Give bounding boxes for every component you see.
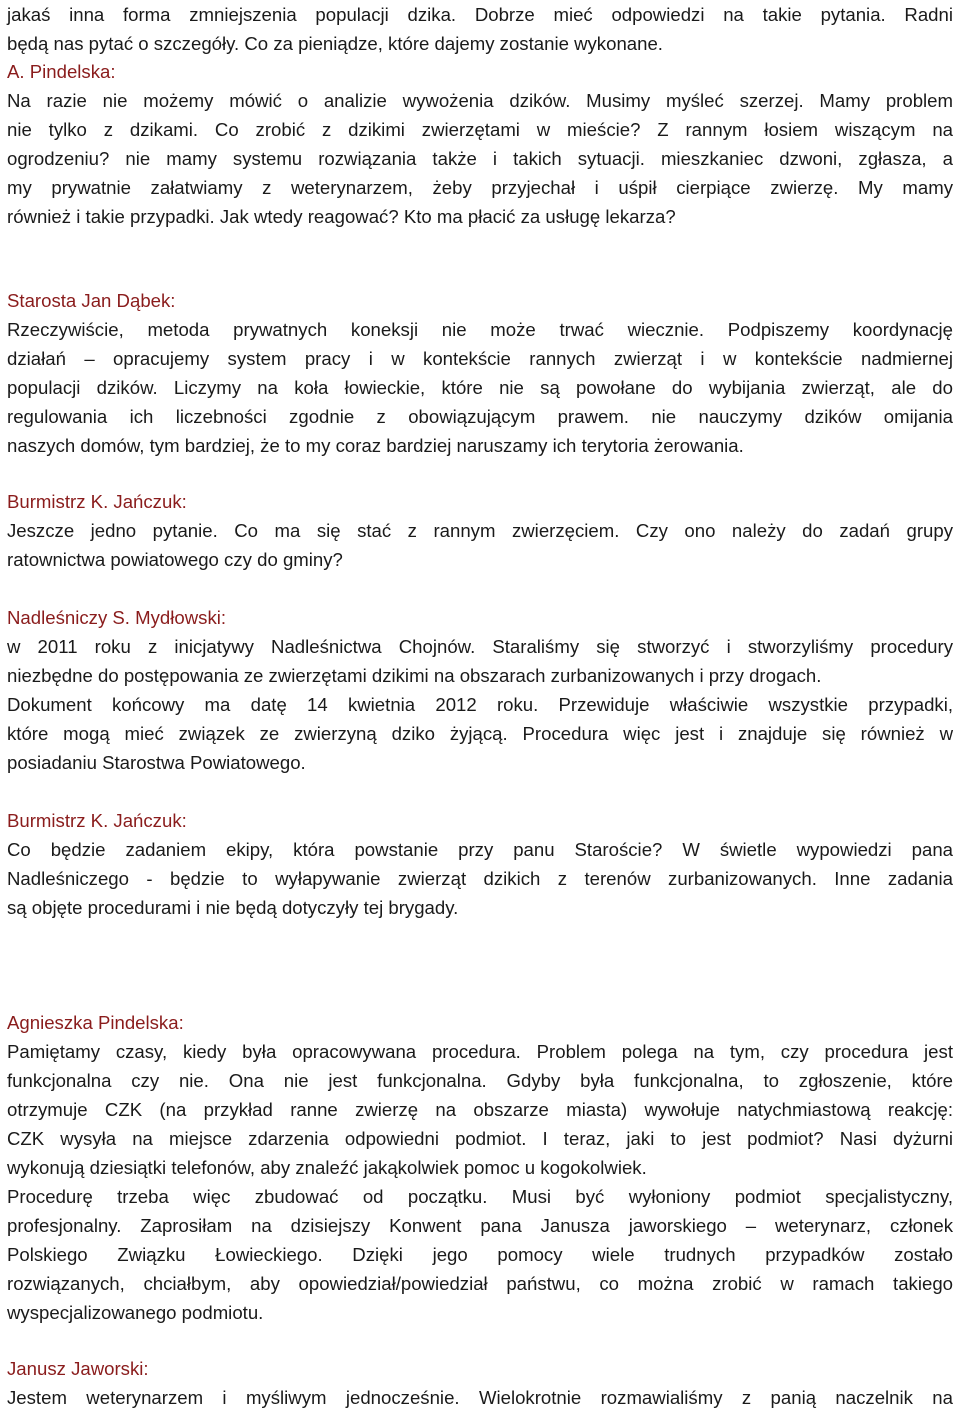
speaker-name: A. Pindelska: (7, 61, 116, 82)
text-line: również i takie przypadki. Jak wtedy reagować? Kto ma płacić za usługę lekarza? (7, 206, 676, 227)
statement-a-pindelska (7, 57, 953, 231)
speaker-name: Janusz Jaworski: (7, 1358, 149, 1379)
text-line: wykonują dziesiątki telefonów, aby znaleźć jakąkolwiek pomoc u kogokolwiek. (7, 1157, 647, 1178)
statement-nadlesniczy (7, 603, 953, 777)
text-line: rozwiązanych, chciałbym, aby opowiedział/powiedział państwu, co można zrobić w ramach takiego (7, 1273, 953, 1294)
text-line: niezbędne do postępowania ze zwierzętami dzikimi na obszarach zurbanizowanych i przy drogach. (7, 665, 822, 686)
text-line: wyspecjalizowanego podmiotu. (7, 1302, 264, 1323)
speaker-name: Nadleśniczy S. Mydłowski: (7, 607, 227, 628)
paragraph-intro (7, 0, 953, 58)
text-line: regulowania ich liczebności zgodnie z obowiązującym prawem. nie nauczymy dzików omijania (7, 406, 953, 427)
text-line: będą nas pytać o szczegóły. Co za pieniądze, które dajemy zostanie wykonane. (7, 33, 663, 54)
text-line: otrzymuje CZK (na przykład ranne zwierzę na obszarze miasta) wywołuje natychmiastową reakcję: (7, 1099, 953, 1120)
speaker-name: Starosta Jan Dąbek: (7, 290, 176, 311)
statement-agnieszka-pindelska (7, 1008, 953, 1327)
statement-janusz-jaworski (7, 1354, 953, 1412)
statement-burmistrz-2 (7, 806, 953, 922)
speaker-name: Burmistrz K. Jańczuk: (7, 810, 187, 831)
text-line: nie tylko z dzikami. Co zrobić z dzikimi zwierzętami w mieście? Z rannym łosiem wiszącym na (7, 119, 953, 140)
text-line: Rzeczywiście, metoda prywatnych koneksji nie może trwać wiecznie. Podpiszemy koordynację (7, 319, 953, 340)
text-line: my prywatnie załatwiamy z weterynarzem, żeby przyjechał i uśpił cierpiące zwierzę. My mamy (7, 177, 953, 198)
speaker-name: Burmistrz K. Jańczuk: (7, 491, 187, 512)
text-line: ogrodzeniu? nie mamy systemu rozwiązania także i takich sytuacji. mieszkaniec dzwoni, zgłasza, a (7, 148, 953, 169)
text-line: Co będzie zadaniem ekipy, która powstanie przy panu Staroście? W świetle wypowiedzi pana (7, 839, 953, 860)
text-line: Polskiego Związku Łowieckiego. Dzięki jego pomocy wiele trudnych przypadków zostało (7, 1244, 953, 1265)
text-line: populacji dzików. Liczymy na koła łowieckie, które nie są powołane do wybijania zwierząt, ale do (7, 377, 953, 398)
text-line: w 2011 roku z inicjatywy Nadleśnictwa Chojnów. Staraliśmy się stworzyć i stworzyliśmy procedury (7, 636, 953, 657)
statement-burmistrz-1 (7, 487, 953, 574)
text-line: posiadaniu Starostwa Powiatowego. (7, 752, 306, 773)
text-line: które mogą mieć związek ze zwierzyną dziko żyjącą. Procedura więc jest i znajduje się również w (7, 723, 953, 744)
text-line: są objęte procedurami i nie będą dotyczyły tej brygady. (7, 897, 459, 918)
text-line: Pamiętamy czasy, kiedy była opracowywana procedura. Problem polega na tym, czy procedura jest (7, 1041, 953, 1062)
text-line: Na razie nie możemy mówić o analizie wywożenia dzików. Musimy myśleć szerzej. Mamy problem (7, 90, 953, 111)
text-line: działań – opracujemy system pracy i w kontekście rannych zwierząt i w kontekście nadmiernej (7, 348, 953, 369)
text-line: funkcjonalna czy nie. Ona nie jest funkcjonalna. Gdyby była funkcjonalna, to zgłoszenie, które (7, 1070, 953, 1091)
text-line: CZK wysyła na miejsce zdarzenia odpowiedni podmiot. I teraz, jaki to jest podmiot? Nasi dyżurni (7, 1128, 953, 1149)
text-line: Jestem weterynarzem i myśliwym jednocześnie. Wielokrotnie rozmawialiśmy z panią naczelnik na (7, 1387, 953, 1408)
text-line: profesjonalny. Zaprosiłam na dzisiejszy Konwent pana Janusza jaworskiego – weterynarz, członek (7, 1215, 953, 1236)
text-line: Jeszcze jedno pytanie. Co ma się stać z rannym zwierzęciem. Czy ono należy do zadań grupy (7, 520, 953, 541)
statement-starosta-dabek (7, 286, 953, 460)
text-line: ratownictwa powiatowego czy do gminy? (7, 549, 343, 570)
speaker-name: Agnieszka Pindelska: (7, 1012, 184, 1033)
text-line: Dokument końcowy ma datę 14 kwietnia 2012 roku. Przewiduje właściwie wszystkie przypadki, (7, 694, 953, 715)
text-line: jakaś inna forma zmniejszenia populacji dzika. Dobrze mieć odpowiedzi na takie pytania. Radni (7, 4, 953, 25)
text-line: Procedurę trzeba więc zbudować od początku. Musi być wyłoniony podmiot specjalistyczny, (7, 1186, 953, 1207)
text-line: Nadleśniczego - będzie to wyłapywanie zwierząt dzikich z terenów zurbanizowanych. Inne zadania (7, 868, 953, 889)
text-line: naszych domów, tym bardziej, że to my coraz bardziej naruszamy ich terytoria żerowania. (7, 435, 744, 456)
